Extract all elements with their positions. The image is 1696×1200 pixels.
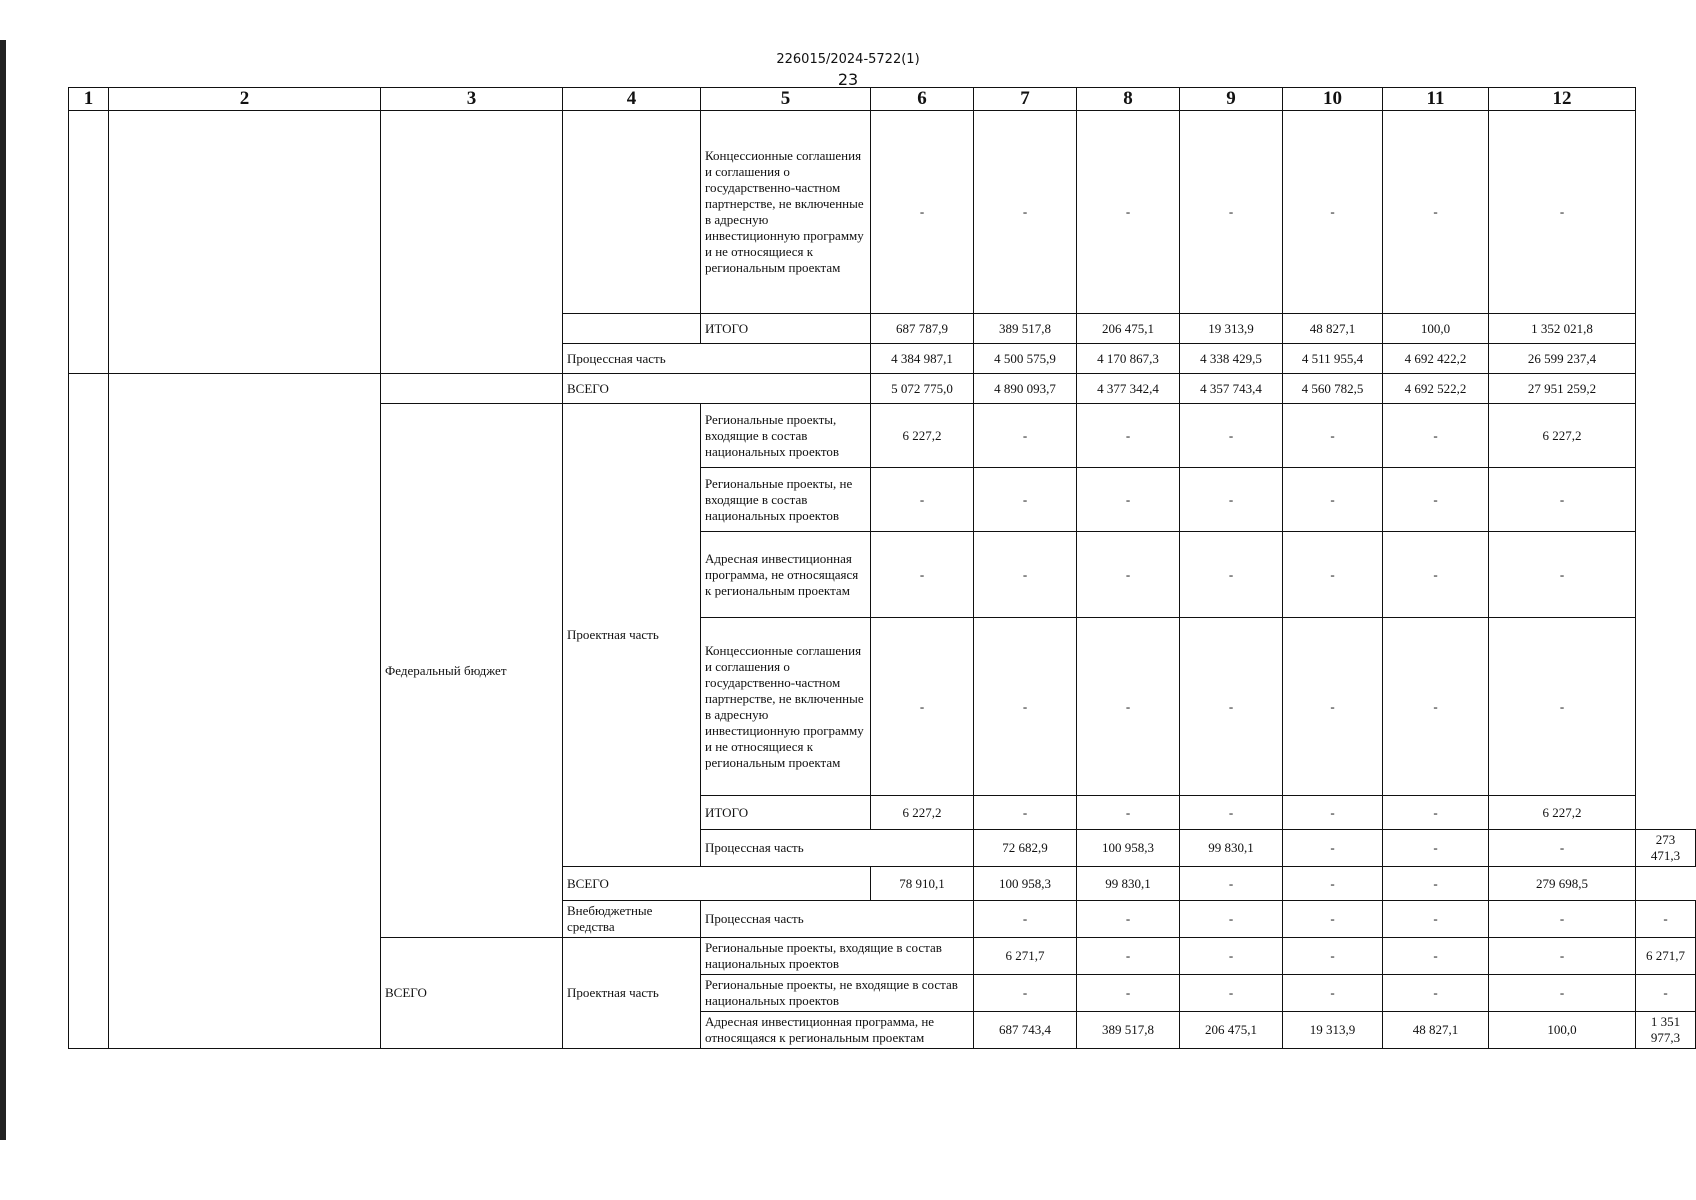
value-cell: - xyxy=(1383,901,1489,938)
col-num: 1 xyxy=(69,88,109,111)
value-cell: - xyxy=(1180,796,1283,830)
col-num: 8 xyxy=(1077,88,1180,111)
value-cell: - xyxy=(871,618,974,796)
value-cell: - xyxy=(1180,938,1283,975)
row-label: Региональные проекты, не входящие в состав национальных проектов xyxy=(701,975,974,1012)
table-row xyxy=(69,374,1696,404)
value-cell: - xyxy=(1283,532,1383,618)
value-cell: - xyxy=(1180,901,1283,938)
value-cell: 206 475,1 xyxy=(1077,314,1180,344)
value-cell: - xyxy=(871,532,974,618)
value-cell: - xyxy=(1180,404,1283,468)
value-cell: 4 511 955,4 xyxy=(1283,344,1383,374)
row-label: ВСЕГО xyxy=(563,867,871,901)
value-cell: - xyxy=(1383,975,1489,1012)
value-cell: - xyxy=(974,468,1077,532)
value-cell: - xyxy=(1283,901,1383,938)
value-cell: 99 830,1 xyxy=(1180,830,1283,867)
value-cell: - xyxy=(1489,830,1636,867)
value-cell: - xyxy=(1489,975,1636,1012)
page-number: 23 xyxy=(837,70,859,89)
value-cell: 48 827,1 xyxy=(1383,1012,1489,1049)
project-part-label: Проектная часть xyxy=(563,404,701,867)
col-num: 9 xyxy=(1180,88,1283,111)
row-label: ИТОГО xyxy=(701,314,871,344)
value-cell: - xyxy=(1283,468,1383,532)
value-cell: 6 227,2 xyxy=(1489,404,1636,468)
document-number: 226015/2024-5722(1) xyxy=(776,52,920,67)
col-num: 4 xyxy=(563,88,701,111)
value-cell: 4 560 782,5 xyxy=(1283,374,1383,404)
value-cell: - xyxy=(1077,938,1180,975)
value-cell: 4 384 987,1 xyxy=(871,344,974,374)
value-cell: - xyxy=(871,111,974,314)
value-cell: - xyxy=(974,532,1077,618)
value-cell: 100,0 xyxy=(1383,314,1489,344)
value-cell: - xyxy=(1077,111,1180,314)
cell-col4 xyxy=(563,314,701,344)
value-cell: - xyxy=(974,796,1077,830)
row-label: Региональные проекты, не входящие в состав национальных проектов xyxy=(701,468,871,532)
value-cell: - xyxy=(1180,867,1283,901)
value-cell: - xyxy=(1077,618,1180,796)
value-cell: 389 517,8 xyxy=(1077,1012,1180,1049)
value-cell: 19 313,9 xyxy=(1180,314,1283,344)
value-cell: 1 352 021,8 xyxy=(1489,314,1636,344)
value-cell: 99 830,1 xyxy=(1077,867,1180,901)
value-cell: - xyxy=(1489,111,1636,314)
value-cell: 206 475,1 xyxy=(1180,1012,1283,1049)
row-label: ВСЕГО xyxy=(563,374,871,404)
cell-col3 xyxy=(381,374,563,404)
value-cell: 4 170 867,3 xyxy=(1077,344,1180,374)
value-cell: 1 351 977,3 xyxy=(1636,1012,1696,1049)
row-label: Процессная часть xyxy=(701,830,974,867)
value-cell: 19 313,9 xyxy=(1283,1012,1383,1049)
value-cell: - xyxy=(1283,938,1383,975)
value-cell: 4 890 093,7 xyxy=(974,374,1077,404)
value-cell: - xyxy=(974,901,1077,938)
row-label: Региональные проекты, входящие в состав национальных проектов xyxy=(701,404,871,468)
cell-col3 xyxy=(381,111,563,374)
scan-left-edge xyxy=(0,40,6,1140)
value-cell: 6 227,2 xyxy=(1489,796,1636,830)
offbudget-label: Внебюджетные средства xyxy=(563,901,701,938)
value-cell: 4 500 575,9 xyxy=(974,344,1077,374)
cell-col1 xyxy=(69,111,109,374)
col-num: 11 xyxy=(1383,88,1489,111)
value-cell: - xyxy=(1489,468,1636,532)
value-cell: - xyxy=(974,618,1077,796)
value-cell: 100 958,3 xyxy=(974,867,1077,901)
value-cell: 100 958,3 xyxy=(1077,830,1180,867)
value-cell: 4 357 743,4 xyxy=(1180,374,1283,404)
budget-table xyxy=(68,87,1696,1049)
value-cell: - xyxy=(1283,830,1383,867)
value-cell: - xyxy=(1636,975,1696,1012)
cell-col4 xyxy=(563,111,701,314)
row-label: Процессная часть xyxy=(563,344,871,374)
value-cell: - xyxy=(1489,618,1636,796)
cell-col1 xyxy=(69,374,109,1049)
value-cell: - xyxy=(1489,532,1636,618)
value-cell: - xyxy=(871,468,974,532)
value-cell: - xyxy=(1077,468,1180,532)
value-cell: - xyxy=(1489,938,1636,975)
value-cell: 5 072 775,0 xyxy=(871,374,974,404)
value-cell: - xyxy=(1180,111,1283,314)
value-cell: - xyxy=(1180,468,1283,532)
cell-col2 xyxy=(109,111,381,374)
value-cell: - xyxy=(1383,938,1489,975)
value-cell: 6 271,7 xyxy=(974,938,1077,975)
value-cell: - xyxy=(1383,532,1489,618)
value-cell: - xyxy=(1383,404,1489,468)
row-label: Адресная инвестиционная программа, не относящаяся к региональным проектам xyxy=(701,532,871,618)
value-cell: - xyxy=(1636,901,1696,938)
value-cell: 6 227,2 xyxy=(871,796,974,830)
col-num: 10 xyxy=(1283,88,1383,111)
value-cell: 27 951 259,2 xyxy=(1489,374,1636,404)
value-cell: 100,0 xyxy=(1489,1012,1636,1049)
value-cell: 26 599 237,4 xyxy=(1489,344,1636,374)
value-cell: 4 692 422,2 xyxy=(1383,344,1489,374)
col-num: 12 xyxy=(1489,88,1636,111)
value-cell: 279 698,5 xyxy=(1489,867,1636,901)
project-part-label: Проектная часть xyxy=(563,938,701,1049)
value-cell: - xyxy=(1383,618,1489,796)
value-cell: - xyxy=(1077,901,1180,938)
value-cell: - xyxy=(974,111,1077,314)
value-cell: 4 338 429,5 xyxy=(1180,344,1283,374)
col-num: 2 xyxy=(109,88,381,111)
value-cell: 273 471,3 xyxy=(1636,830,1696,867)
col-num: 6 xyxy=(871,88,974,111)
value-cell: - xyxy=(1077,404,1180,468)
value-cell: 48 827,1 xyxy=(1283,314,1383,344)
value-cell: 389 517,8 xyxy=(974,314,1077,344)
col-num: 5 xyxy=(701,88,871,111)
row-label: Концессионные соглашения и соглашения о государственно-частном партнерстве, не включенные в адресную инвестиционную программу и не относящиеся к региональным проектам xyxy=(701,111,871,314)
value-cell: - xyxy=(1283,867,1383,901)
row-label: Концессионные соглашения и соглашения о государственно-частном партнерстве, не включенные в адресную инвестиционную программу и не относящиеся к региональным проектам xyxy=(701,618,871,796)
value-cell: 4 377 342,4 xyxy=(1077,374,1180,404)
value-cell: 4 692 522,2 xyxy=(1383,374,1489,404)
value-cell: - xyxy=(1283,404,1383,468)
value-cell: - xyxy=(1383,796,1489,830)
table-row xyxy=(69,111,1696,314)
value-cell: 6 271,7 xyxy=(1636,938,1696,975)
value-cell: - xyxy=(1383,867,1489,901)
value-cell: - xyxy=(1077,532,1180,618)
col-num: 3 xyxy=(381,88,563,111)
value-cell: 6 227,2 xyxy=(871,404,974,468)
row-label: Адресная инвестиционная программа, не относящаяся к региональным проектам xyxy=(701,1012,974,1049)
value-cell: - xyxy=(1180,532,1283,618)
section-total-label: ВСЕГО xyxy=(381,938,563,1049)
value-cell: - xyxy=(1383,830,1489,867)
value-cell: - xyxy=(1383,111,1489,314)
value-cell: - xyxy=(1077,975,1180,1012)
row-label: Региональные проекты, входящие в состав национальных проектов xyxy=(701,938,974,975)
cell-col2 xyxy=(109,374,381,1049)
value-cell: - xyxy=(1180,975,1283,1012)
value-cell: - xyxy=(1489,901,1636,938)
value-cell: - xyxy=(1283,111,1383,314)
value-cell: 78 910,1 xyxy=(871,867,974,901)
row-label: Процессная часть xyxy=(701,901,974,938)
value-cell: - xyxy=(974,404,1077,468)
value-cell: - xyxy=(1283,975,1383,1012)
value-cell: - xyxy=(1283,796,1383,830)
column-number-row xyxy=(69,88,1696,111)
value-cell: - xyxy=(1383,468,1489,532)
value-cell: - xyxy=(1180,618,1283,796)
value-cell: - xyxy=(1077,796,1180,830)
value-cell: 72 682,9 xyxy=(974,830,1077,867)
value-cell: 687 787,9 xyxy=(871,314,974,344)
row-label: ИТОГО xyxy=(701,796,871,830)
value-cell: - xyxy=(974,975,1077,1012)
federal-budget-label: Федеральный бюджет xyxy=(381,404,563,938)
value-cell: 687 743,4 xyxy=(974,1012,1077,1049)
value-cell: - xyxy=(1283,618,1383,796)
col-num: 7 xyxy=(974,88,1077,111)
